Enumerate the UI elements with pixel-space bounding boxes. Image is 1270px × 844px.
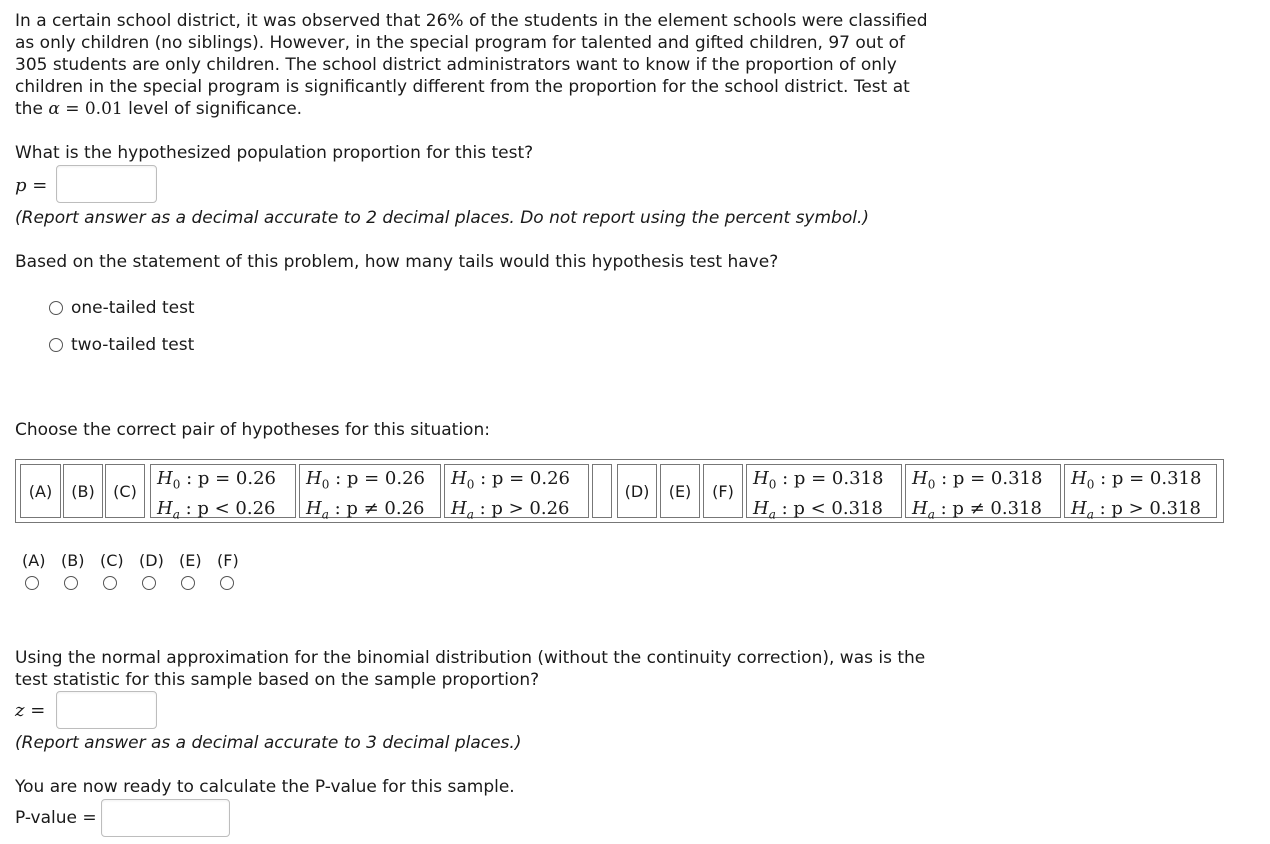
alpha-value: 0.01 — [84, 99, 123, 119]
proportion-input[interactable] — [56, 165, 157, 203]
q3-question: Choose the correct pair of hypotheses for this situation: — [15, 420, 490, 440]
problem-statement — [15, 10, 965, 120]
q5-intro: You are now ready to calculate the P-value for this sample. — [15, 777, 515, 797]
radio-choice-e[interactable] — [181, 576, 195, 590]
choice-label-f: (F) — [217, 551, 239, 570]
z-input[interactable] — [56, 691, 157, 729]
hypotheses-table — [15, 459, 1224, 523]
choice-label-e: (E) — [179, 551, 202, 570]
choice-label-c: (C) — [100, 551, 124, 570]
radio-choice-b[interactable] — [64, 576, 78, 590]
pvalue-input[interactable] — [101, 799, 230, 837]
radio-choice-c[interactable] — [103, 576, 117, 590]
q4-question: Using the normal approximation for the binomial distribution (without the continuity correction), was is the test statistic for this sample based on the sample proportion? — [15, 648, 926, 690]
option-one-tailed[interactable]: one-tailed test — [49, 298, 195, 318]
label-f: (F) — [703, 464, 743, 518]
hypothesis-e: $H_0$ : p = 0.318 $H_a$ : p ≠ 0.318 — [905, 464, 1061, 518]
radio-choice-a[interactable] — [25, 576, 39, 590]
pvalue-label: P-value = — [15, 808, 97, 828]
q1-question: What is the hypothesized population proportion for this test? — [15, 143, 534, 163]
problem-line: the α = 0.01 level of significance. — [15, 99, 303, 119]
choice-label-b: (B) — [61, 551, 85, 570]
option-two-tailed[interactable]: two-tailed test — [49, 335, 194, 355]
alpha-symbol: α — [48, 99, 60, 119]
z-label: z = — [15, 700, 46, 721]
hypothesis-a: $H_0$ : p = 0.26 $H_a$ : p < 0.26 — [150, 464, 296, 518]
problem-line: children in the special program is significantly different from the proportion for the school district. Test at — [15, 77, 910, 97]
problem-line: In a certain school district, it was observed that 26% of the students in the element schools were classified — [15, 11, 928, 31]
problem-line: 305 students are only children. The school district administrators want to know if the proportion of only — [15, 55, 897, 75]
q1-note: (Report answer as a decimal accurate to 2 decimal places. Do not report using the percent symbol.) — [15, 208, 870, 228]
choice-label-a: (A) — [22, 551, 46, 570]
spacer-cell — [592, 464, 612, 518]
q4-note: (Report answer as a decimal accurate to 3 decimal places.) — [15, 733, 522, 753]
q2-question: Based on the statement of this problem, how many tails would this hypothesis test have? — [15, 252, 779, 272]
hypothesis-c: $H_0$ : p = 0.26 $H_a$ : p > 0.26 — [444, 464, 589, 518]
label-b: (B) — [63, 464, 103, 518]
hypothesis-f: $H_0$ : p = 0.318 $H_a$ : p > 0.318 — [1064, 464, 1217, 518]
label-e: (E) — [660, 464, 700, 518]
label-a: (A) — [20, 464, 61, 518]
hypothesis-d: $H_0$ : p = 0.318 $H_a$ : p < 0.318 — [746, 464, 902, 518]
radio-two-tailed[interactable] — [49, 338, 63, 352]
hypothesis-b: $H_0$ : p = 0.26 $H_a$ : p ≠ 0.26 — [299, 464, 441, 518]
radio-choice-f[interactable] — [220, 576, 234, 590]
p-label: p = — [15, 175, 48, 196]
radio-choice-d[interactable] — [142, 576, 156, 590]
choice-label-d: (D) — [139, 551, 164, 570]
label-c: (C) — [105, 464, 145, 518]
label-d: (D) — [617, 464, 657, 518]
radio-one-tailed[interactable] — [49, 301, 63, 315]
problem-line: as only children (no siblings). However, in the special program for talented and gifted children, 97 out of — [15, 33, 906, 53]
